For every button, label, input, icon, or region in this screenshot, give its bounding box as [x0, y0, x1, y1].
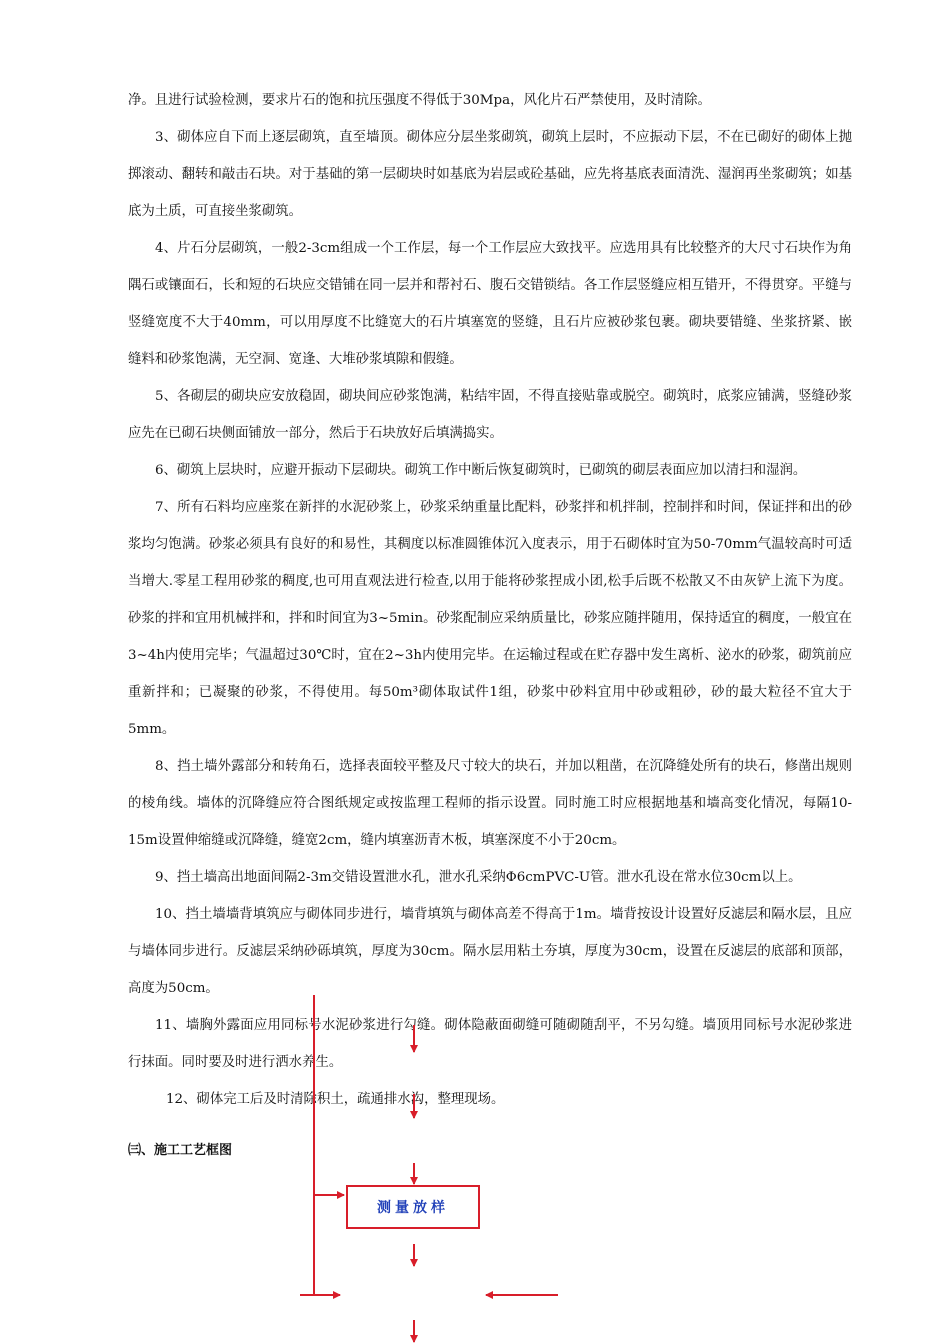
paragraph-item-7: 7、所有石料均应座浆在新拌的水泥砂浆上，砂浆采纳重量比配料，砂浆拌和机拌制，控制拌和时间，保证拌和出的砂浆均匀饱满。砂浆必须具有良好的和易性，其稠度以标准圆锥体沉入度表示，用于石砌体时宜为50-70mm气温较高时可适当增大.零星工程用砂浆的稠度,也可用直观法进行检查,以用于能将砂浆捏成小团,松手后既不松散又不由灰铲上流下为度。砂浆的拌和宜用机械拌和，拌和时间宜为3~5min。砂浆配制应采纳质量比，砂浆应随拌随用，保持适宜的稠度，一般宜在3~4h内使用完毕；气温超过30℃时，宜在2~3h内使用完毕。在运输过程或在贮存器中发生离析、泌水的砂浆，砌筑前应重新拌和；已凝聚的砂浆，不得使用。每50m³砌体取试件1组，砂浆中砂料宜用中砂或粗砂，砂的最大粒径不宜大于5mm。: [128, 500, 852, 737]
measurement-layout-box: 测量放样: [346, 1185, 480, 1229]
paragraph-item-10: 10、挡土墙墙背填筑应与砌体同步进行，墙背填筑与砌体高差不得高于1m。墙背按设计设置好反滤层和隔水层，且应与墙体同步进行。反滤层采纳砂砾填筑，厚度为30cm。隔水层用粘土夯填，厚度为30cm，设置在反滤层的底部和顶部，高度为50cm。: [128, 907, 852, 996]
paragraph-item-11: 11、墙胸外露面应用同标号水泥砂浆进行勾缝。砌体隐蔽面砌缝可随砌随刮平，不另勾缝。墙顶用同标号水泥砂浆进行抹面。同时要及时进行洒水养生。: [128, 1018, 852, 1070]
paragraph-item-12: 12、砌体完工后及时清除积土，疏通排水沟，整理现场。: [166, 1092, 505, 1107]
body-text: [128, 82, 852, 1118]
section-heading: ㈢、施工工艺框图: [128, 1143, 233, 1158]
paragraph-continuation: 净。且进行试验检测，要求片石的饱和抗压强度不得低于30Mpa，风化片石严禁使用，及时清除。: [128, 93, 711, 108]
paragraph-item-3: 3、砌体应自下而上逐层砌筑，直至墙顶。砌体应分层坐浆砌筑，砌筑上层时，不应振动下层，不在已砌好的砌体上抛掷滚动、翻转和敲击石块。对于基础的第一层砌块时如基底为岩层或砼基础，应先将基底表面清洗、湿润再坐浆砌筑；如基底为土质，可直接坐浆砌筑。: [128, 130, 852, 219]
paragraph-item-5: 5、各砌层的砌块应安放稳固，砌块间应砂浆饱满，粘结牢固，不得直接贴靠或脱空。砌筑时，底浆应铺满，竖缝砂浆应先在已砌石块侧面铺放一部分，然后于石块放好后填满捣实。: [128, 389, 852, 441]
paragraph-item-4: 4、片石分层砌筑，一般2-3cm组成一个工作层，每一个工作层应大致找平。应选用具有比较整齐的大尺寸石块作为角隅石或镶面石，长和短的石块应交错铺在同一层并和帮衬石、腹石交错锁结。各工作层竖缝应相互错开，不得贯穿。平缝与竖缝宽度不大于40mm，可以用厚度不比缝宽大的石片填塞宽的竖缝，且石片应被砂浆包裹。砌块要错缝、坐浆挤紧、嵌缝料和砂浆饱满，无空洞、宽逢、大堆砂浆填隙和假缝。: [128, 241, 852, 367]
paragraph-item-6: 6、砌筑上层块时，应避开振动下层砌块。砌筑工作中断后恢复砌筑时，已砌筑的砌层表面应加以清扫和湿润。: [155, 463, 807, 478]
paragraph-item-8: 8、挡土墙外露部分和转角石，选择表面较平整及尺寸较大的块石，并加以粗凿，在沉降缝处所有的块石，修凿出规则的棱角线。墙体的沉降缝应符合图纸规定或按监理工程师的指示设置。同时施工时应根据地基和墙高变化情况，每隔10-15m设置伸缩缝或沉降缝，缝宽2cm，缝内填塞沥青木板，填塞深度不小于20cm。: [128, 759, 852, 848]
paragraph-item-9: 9、挡土墙高出地面间隔2-3m交错设置泄水孔，泄水孔采纳Φ6cmPVC-U管。泄水孔设在常水位30cm以上。: [155, 870, 802, 885]
